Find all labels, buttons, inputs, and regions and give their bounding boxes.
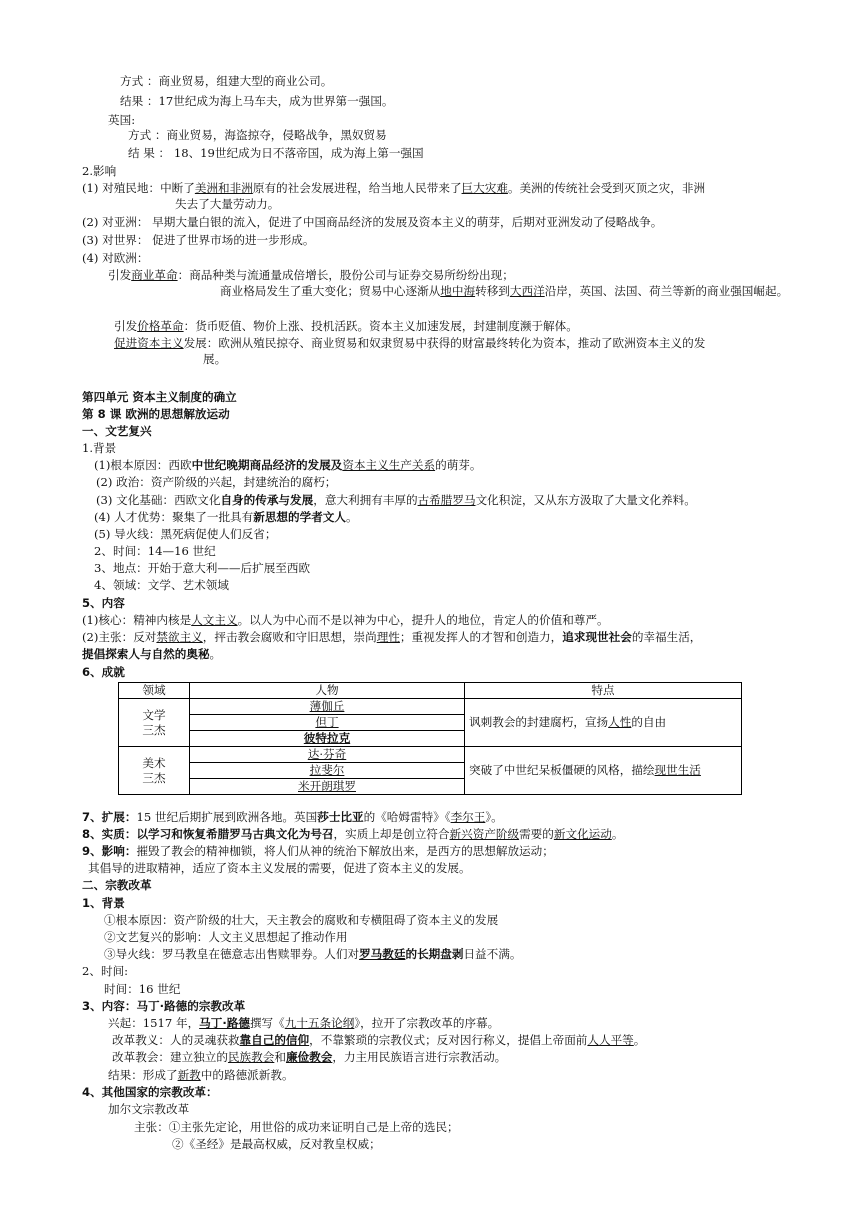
calvin-claim-2: ②《圣经》是最高权威，反对教皇权威；	[172, 1137, 381, 1151]
table-row	[119, 747, 742, 763]
reformation-time: 时间：16 世纪	[104, 982, 181, 996]
reformation-root-cause: ①根本原因：资产阶级的壮大，天主教会的腐败和专横阻碍了资本主义的发展	[104, 913, 499, 927]
calvin-claim-1: 主张：①主张先定论，用世俗的成功来证明自己是上帝的选民；	[134, 1120, 459, 1134]
unit-title: 第四单元 资本主义制度的确立	[82, 390, 237, 404]
reformation-renaissance-influence: ②文艺复兴的影响：人文主义思想起了推动作用	[104, 930, 348, 944]
reformation-trigger: ③导火线：罗马教皇在德意志出售赎罪券。人们对罗马教廷的长期盘剥日益不满。	[104, 947, 522, 961]
renaissance-heading: 一、文艺复兴	[82, 424, 152, 438]
commercial-revolution: 引发商业革命：商品种类与流通量成倍增长，股份公司与证券交易所纷纷出现；	[108, 268, 514, 282]
renaissance-field: 4、领域：文学、艺术领域	[94, 578, 229, 592]
lesson-title: 第 8 课 欧洲的思想解放运动	[82, 407, 230, 421]
reformation-content-heading: 3、内容：马丁·路德的宗教改革	[82, 999, 246, 1013]
renaissance-essence: 8、实质：以学习和恢复希腊罗马古典文化为号召，实质上却是创立符合新兴资产阶级需要的新文化运动。	[82, 827, 624, 841]
achievements-table	[118, 682, 742, 795]
renaissance-place: 3、地点：开始于意大利——后扩展至西欧	[94, 561, 311, 575]
impact-asia: (2) 对亚洲： 早期大量白银的流入，促进了中国商品经济的发展及资本主义的萌芽，后期对亚洲发动了侵略战争。	[82, 215, 663, 229]
commercial-revolution-cont: 商业格局发生了重大变化；贸易中心逐渐从地中海转移到大西洋沿岸，英国、法国、荷兰等新的商业强国崛起。	[220, 284, 789, 298]
renaissance-culture: (3) 文化基础：西欧文化自身的传承与发展，意大利拥有丰厚的古希腊罗马文化积淀，又从东方汲取了大量文化养料。	[96, 493, 696, 507]
person-petrarch: 彼特拉克	[190, 731, 465, 747]
reformation-background-heading: 1、背景	[82, 896, 125, 910]
impact-europe: (4) 对欧洲：	[82, 251, 149, 265]
renaissance-claims-cont: 提倡探索人与自然的奥秘。	[82, 647, 222, 661]
england-result: 结 果 ： 18、19世纪成为日不落帝国，成为海上第一强国	[128, 146, 424, 160]
netherlands-method: 方式 ：商业贸易，组建大型的商业公司。	[120, 74, 333, 88]
person-boccaccio: 薄伽丘	[190, 699, 465, 715]
impact-heading: 2.影响	[82, 164, 117, 178]
reformation-heading: 二、宗教改革	[82, 878, 152, 892]
art-field-cell: 美术 三杰	[119, 747, 190, 795]
reformation-church: 改革教会：建立独立的民族教会和廉俭教会，力主用民族语言进行宗教活动。	[112, 1050, 507, 1064]
literature-feature-cell: 讽刺教会的封建腐朽，宣扬人性的自由	[465, 699, 742, 747]
table-row	[119, 699, 742, 715]
reformation-time-heading: 2、时间:	[82, 964, 129, 978]
person-da-vinci: 达·芬奇	[190, 747, 465, 763]
table-header-feature: 特点	[465, 683, 742, 699]
renaissance-expansion: 7、扩展：15 世纪后期扩展到欧洲各地。英国莎士比亚的《哈姆雷特》《李尔王》。	[82, 810, 503, 824]
renaissance-core: (1)核心：精神内核是人文主义。以人为中心而不是以神为中心，提升人的地位，肯定人的价值和尊严。	[82, 613, 609, 627]
renaissance-claims: (2)主张：反对禁欲主义，抨击教会腐败和守旧思想，崇尚理性；重视发挥人的才智和创造力，追求现世社会的幸福生活，	[82, 630, 702, 644]
renaissance-trigger: (5) 导火线：黑死病促使人们反省；	[94, 527, 277, 541]
england-method: 方式 ：商业贸易，海盗掠夺，侵略战争，黑奴贸易	[128, 128, 387, 142]
renaissance-achievements-heading: 6、成就	[82, 665, 125, 679]
table-header-field: 领域	[119, 683, 190, 699]
calvin-reformation: 加尔文宗教改革	[108, 1102, 190, 1116]
other-reformations-heading: 4、其他国家的宗教改革：	[82, 1085, 218, 1099]
price-revolution: 引发价格革命：货币贬值、物价上涨、投机活跃。资本主义加速发展，封建制度濒于解体。	[114, 319, 578, 333]
impact-colonies-cont: 失去了大量劳动力。	[175, 197, 280, 211]
renaissance-politics: (2) 政治：资产阶级的兴起，封建统治的腐朽；	[96, 475, 337, 489]
renaissance-influence: 9、影响：摧毁了教会的精神枷锁，将人们从神的统治下解放出来，是西方的思想解放运动；	[82, 844, 554, 858]
person-dante: 但丁	[190, 715, 465, 731]
table-header-row	[119, 683, 742, 699]
renaissance-time: 2、时间：14—16 世纪	[94, 544, 216, 558]
netherlands-result: 结果 ：17世纪成为海上马车夫，成为世界第一强国。	[120, 94, 394, 108]
art-feature-cell: 突破了中世纪呆板僵硬的风格，描绘现世生活	[465, 747, 742, 795]
renaissance-influence-cont: 其倡导的进取精神，适应了资本主义发展的需要，促进了资本主义的发展。	[88, 861, 471, 875]
reformation-doctrine: 改革教义：人的灵魂获救靠自己的信仰，不靠繁琐的宗教仪式；反对因行称义，提倡上帝面前人人平等。	[112, 1033, 646, 1047]
table-header-person: 人物	[190, 683, 465, 699]
renaissance-talent: (4) 人才优势：聚集了一批具有新思想的学者文人。	[94, 510, 358, 524]
reformation-result: 结果：形成了新教中的路德派新教。	[108, 1068, 294, 1082]
promote-capitalism-cont: 展。	[203, 352, 227, 366]
person-michelangelo: 米开朗琪罗	[190, 779, 465, 795]
impact-colonies: (1) 对殖民地：中断了美洲和非洲原有的社会发展进程，给当地人民带来了巨大灾难。美洲的传统社会受到灭顶之灾，非洲	[82, 181, 706, 195]
renaissance-content-heading: 5、内容	[82, 596, 125, 610]
promote-capitalism: 促进资本主义发展：欧洲从殖民掠夺、商业贸易和奴隶贸易中获得的财富最终转化为资本，推动了欧洲资本主义的发	[114, 336, 706, 350]
england-heading: 英国:	[108, 113, 136, 127]
reformation-rise: 兴起：1517 年，马丁·路德撰写《九十五条论纲》，拉开了宗教改革的序幕。	[108, 1016, 500, 1030]
literature-field-cell: 文学 三杰	[119, 699, 190, 747]
impact-world: (3) 对世界： 促进了世界市场的进一步形成。	[82, 233, 315, 247]
person-raphael: 拉斐尔	[190, 763, 465, 779]
renaissance-background-heading: 1.背景	[82, 441, 117, 455]
renaissance-root-cause: (1)根本原因：西欧中世纪晚期商品经济的发展及资本主义生产关系的萌芽。	[94, 458, 482, 472]
